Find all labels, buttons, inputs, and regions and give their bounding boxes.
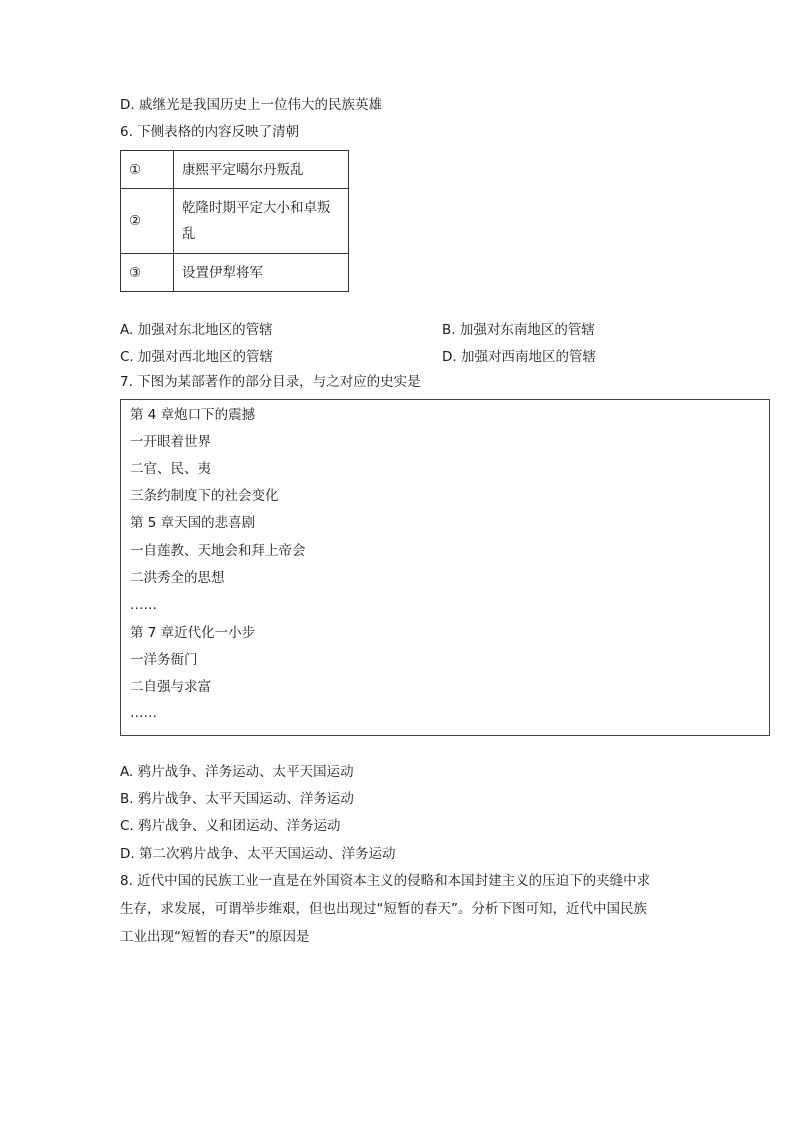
q8-stem-line3: 工业出现“短暂的春天”的原因是	[120, 929, 310, 945]
toc-item: ……	[130, 705, 157, 721]
table-cell-text-content: 乾隆时期平定大小和卓叛乱	[182, 200, 331, 242]
q7-toc-box	[120, 399, 770, 736]
toc-item: ……	[130, 597, 157, 613]
q6-option-b: B. 加强对东南地区的管辖	[442, 322, 595, 338]
q7-stem: 7. 下图为某部著作的部分目录，与之对应的史实是	[120, 374, 421, 390]
q7-option-a: A. 鸦片战争、洋务运动、太平天国运动	[120, 764, 354, 780]
q6-option-d: D. 加强对西南地区的管辖	[442, 349, 596, 365]
q7-option-b: B. 鸦片战争、太平天国运动、洋务运动	[120, 791, 354, 807]
table-row	[121, 254, 349, 292]
table-cell-text: 康熙平定噶尔丹叛乱	[174, 151, 349, 189]
q7-option-c: C. 鸦片战争、义和团运动、洋务运动	[120, 818, 341, 834]
toc-item: 第 5 章天国的悲喜剧	[130, 515, 256, 531]
table-cell-text	[174, 189, 349, 254]
table-row	[121, 189, 349, 254]
q8-stem-line1: 8. 近代中国的民族工业一直是在外国资本主义的侵略和本国封建主义的压迫下的夹缝中求	[120, 873, 651, 889]
toc-item: 第 4 章炮口下的震撼	[130, 407, 256, 423]
table-cell-num: ③	[121, 254, 174, 292]
toc-item: 一开眼着世界	[130, 434, 211, 450]
toc-item: 二洪秀全的思想	[130, 570, 225, 586]
toc-item: 第 7 章近代化一小步	[130, 625, 256, 641]
q6-option-a: A. 加强对东北地区的管辖	[120, 322, 273, 338]
table-cell-text: 设置伊犁将军	[174, 254, 349, 292]
toc-item: 二自强与求富	[130, 679, 211, 695]
table-cell-num: ②	[121, 189, 174, 254]
q6-option-c: C. 加强对西北地区的管辖	[120, 349, 274, 365]
table-cell-num: ①	[121, 151, 174, 189]
table-row	[121, 151, 349, 189]
toc-item: 二官、民、夷	[130, 461, 211, 477]
toc-item: 一自莲教、天地会和拜上帝会	[130, 543, 306, 559]
q8-stem-line2: 生存，求发展，可谓举步维艰，但也出现过“短暂的春天”。分析下图可知，近代中国民族	[120, 901, 647, 917]
toc-item: 一洋务衙门	[130, 652, 198, 668]
q5-option-d: D. 戚继光是我国历史上一位伟大的民族英雄	[120, 97, 382, 113]
q6-table	[120, 150, 349, 292]
q6-stem: 6. 下侧表格的内容反映了清朝	[120, 124, 300, 140]
toc-item: 三条约制度下的社会变化	[130, 488, 279, 504]
q7-option-d: D. 第二次鸦片战争、太平天国运动、洋务运动	[120, 846, 396, 862]
